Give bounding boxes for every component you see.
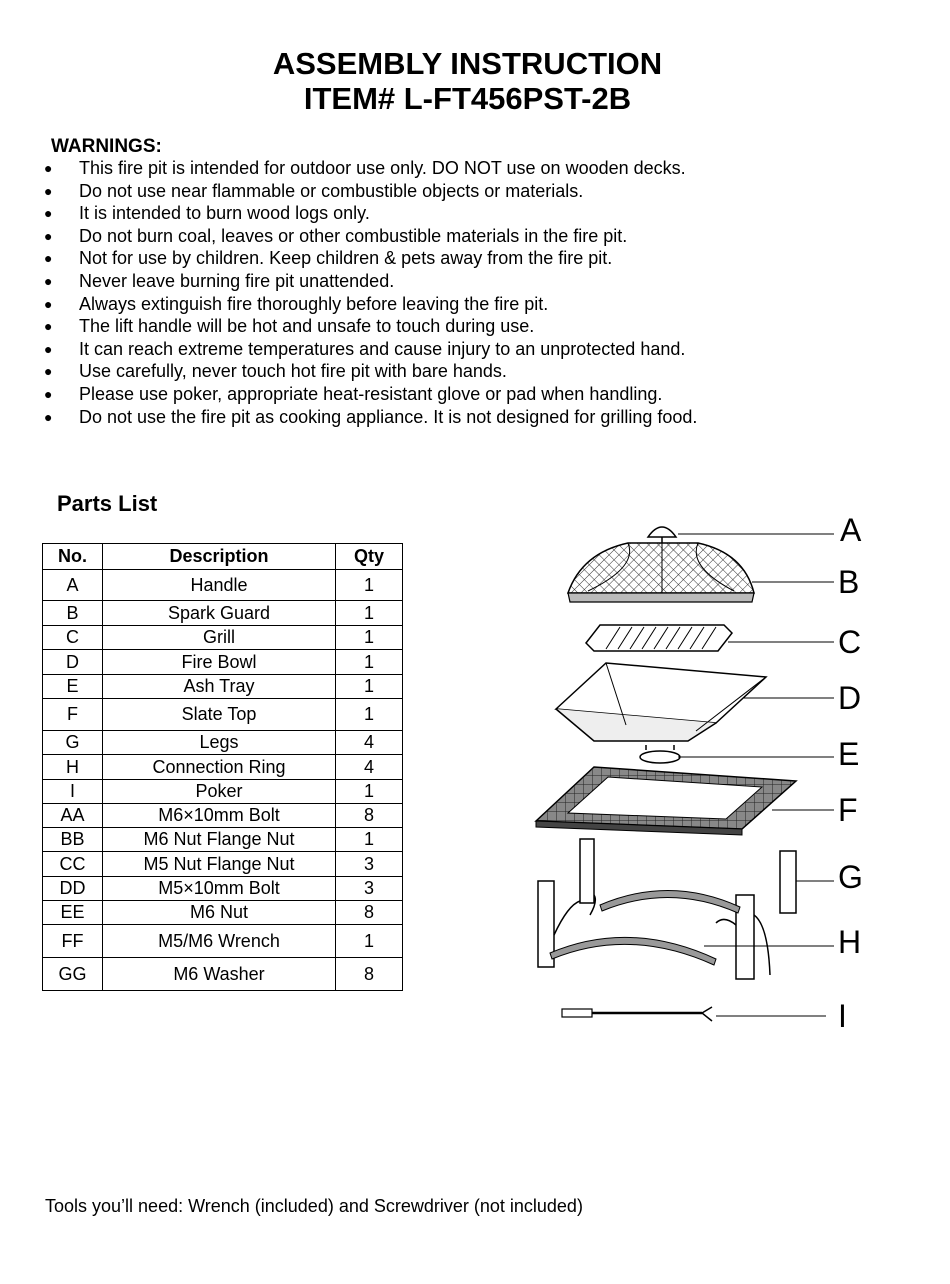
- warning-item: ● Do not burn coal, leaves or other combustible materials in the fire pit.: [44, 225, 628, 246]
- table-row: [43, 780, 403, 804]
- part-description: Poker: [103, 780, 336, 804]
- bullet-icon: ●: [44, 408, 53, 425]
- part-description: M6 Nut Flange Nut: [103, 828, 336, 852]
- label-E: E: [838, 736, 860, 772]
- part-qty: 8: [336, 958, 403, 991]
- part-qty: 1: [336, 925, 403, 958]
- part-description: Grill: [103, 626, 336, 650]
- bullet-icon: ●: [44, 250, 53, 267]
- table-row: [43, 650, 403, 675]
- label-C: C: [838, 624, 862, 660]
- part-qty: 1: [336, 675, 403, 699]
- part-no: D: [43, 650, 103, 675]
- part-description: Spark Guard: [103, 601, 336, 626]
- bullet-icon: ●: [44, 318, 53, 335]
- poker-drawing: [562, 1007, 712, 1021]
- bullet-icon: ●: [44, 205, 53, 222]
- table-row: [43, 901, 403, 925]
- warning-item: ● Never leave burning fire pit unattended.: [44, 270, 395, 291]
- warning-item: ● Do not use the fire pit as cooking appliance. It is not designed for grilling food.: [44, 406, 698, 427]
- bullet-icon: ●: [44, 272, 53, 289]
- title-line-1: ASSEMBLY INSTRUCTION: [272, 46, 663, 81]
- bullet-icon: ●: [44, 182, 53, 199]
- title-line-2: ITEM# L-FT456PST-2B: [303, 81, 632, 116]
- part-qty: 3: [336, 852, 403, 877]
- table-row: [43, 570, 403, 601]
- bullet-icon: ●: [44, 295, 53, 312]
- part-description: M6 Nut: [103, 901, 336, 925]
- part-no: CC: [43, 852, 103, 877]
- legs-drawing: [538, 839, 796, 979]
- column-header-qty: Qty: [336, 544, 403, 570]
- part-description: M6×10mm Bolt: [103, 804, 336, 828]
- tools-note: Tools you’ll need: Wrench (included) and Screwdriver (not included): [45, 1196, 583, 1216]
- label-G: G: [838, 859, 863, 895]
- label-D: D: [838, 680, 862, 716]
- part-qty: 1: [336, 626, 403, 650]
- table-row: [43, 958, 403, 991]
- part-no: EE: [43, 901, 103, 925]
- warning-item: ● Not for use by children. Keep children & pets away from the fire pit.: [44, 248, 613, 269]
- part-qty: 1: [336, 828, 403, 852]
- part-description: Slate Top: [103, 699, 336, 731]
- part-qty: 8: [336, 804, 403, 828]
- table-row: [43, 755, 403, 780]
- part-no: C: [43, 626, 103, 650]
- part-description: Legs: [103, 731, 336, 755]
- slate-top-drawing: [536, 767, 796, 835]
- table-row: [43, 731, 403, 755]
- part-qty: 8: [336, 901, 403, 925]
- column-header-description: Description: [103, 544, 336, 570]
- label-B: B: [838, 564, 860, 600]
- table-row: [43, 828, 403, 852]
- part-description: M6 Washer: [103, 958, 336, 991]
- bullet-icon: ●: [44, 363, 53, 380]
- part-qty: 1: [336, 601, 403, 626]
- warning-item: ● It can reach extreme temperatures and cause injury to an unprotected hand.: [44, 338, 686, 359]
- fire-bowl-drawing: [556, 663, 766, 741]
- table-row: [43, 601, 403, 626]
- table-row: [43, 852, 403, 877]
- part-no: B: [43, 601, 103, 626]
- label-I: I: [838, 998, 847, 1034]
- handle-drawing: [648, 527, 676, 543]
- part-qty: 4: [336, 755, 403, 780]
- warnings-list: [0, 157, 697, 428]
- warning-item: ● Please use poker, appropriate heat-resistant glove or pad when handling.: [44, 383, 663, 404]
- part-no: A: [43, 570, 103, 601]
- part-no: F: [43, 699, 103, 731]
- part-qty: 3: [336, 877, 403, 901]
- exploded-parts-diagram: [520, 505, 880, 1045]
- label-F: F: [838, 792, 858, 828]
- table-row: [43, 804, 403, 828]
- part-description: Fire Bowl: [103, 650, 336, 675]
- warning-item: ● Do not use near flammable or combustible objects or materials.: [44, 180, 584, 201]
- bullet-icon: ●: [44, 340, 53, 357]
- parts-list-heading: Parts List: [57, 491, 158, 516]
- table-header-row: [43, 544, 403, 570]
- warnings-heading: WARNINGS:: [51, 136, 162, 157]
- part-qty: 1: [336, 570, 403, 601]
- part-description: M5 Nut Flange Nut: [103, 852, 336, 877]
- part-qty: 1: [336, 650, 403, 675]
- part-description: Handle: [103, 570, 336, 601]
- part-no: DD: [43, 877, 103, 901]
- part-no: FF: [43, 925, 103, 958]
- part-no: BB: [43, 828, 103, 852]
- warning-item: ● The lift handle will be hot and unsafe to touch during use.: [44, 316, 535, 337]
- parts-table: [42, 543, 403, 991]
- bullet-icon: ●: [44, 227, 53, 244]
- warning-item: ● It is intended to burn wood logs only.: [44, 203, 370, 224]
- part-description: Ash Tray: [103, 675, 336, 699]
- part-qty: 1: [336, 780, 403, 804]
- part-no: G: [43, 731, 103, 755]
- part-no: I: [43, 780, 103, 804]
- grill-drawing: [586, 625, 732, 651]
- ash-tray-drawing: [640, 745, 680, 763]
- table-row: [43, 925, 403, 958]
- part-qty: 1: [336, 699, 403, 731]
- spark-guard-drawing: [568, 543, 754, 602]
- warning-item: ● Use carefully, never touch hot fire pit with bare hands.: [44, 361, 507, 382]
- warning-item: ● Always extinguish fire thoroughly before leaving the fire pit.: [44, 293, 549, 314]
- part-description: Connection Ring: [103, 755, 336, 780]
- part-qty: 4: [336, 731, 403, 755]
- bullet-icon: ●: [44, 160, 53, 176]
- part-no: AA: [43, 804, 103, 828]
- part-no: H: [43, 755, 103, 780]
- table-row: [43, 877, 403, 901]
- table-row: [43, 626, 403, 650]
- column-header-no: No.: [43, 544, 103, 570]
- label-A: A: [840, 512, 862, 548]
- label-H: H: [838, 924, 862, 960]
- part-no: E: [43, 675, 103, 699]
- part-no: GG: [43, 958, 103, 991]
- part-description: M5/M6 Wrench: [103, 925, 336, 958]
- table-row: [43, 675, 403, 699]
- bullet-icon: ●: [44, 385, 53, 402]
- table-row: [43, 699, 403, 731]
- warning-item: ● This fire pit is intended for outdoor use only. DO NOT use on wooden decks.: [44, 158, 686, 178]
- part-description: M5×10mm Bolt: [103, 877, 336, 901]
